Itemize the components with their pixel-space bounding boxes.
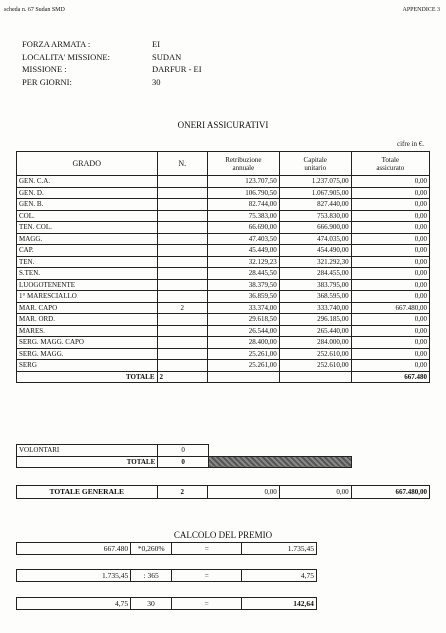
cell-n (157, 337, 207, 349)
cell-retribuzione: 38.379,50 (207, 279, 279, 291)
totale-generale-label: TOTALE GENERALE (17, 486, 158, 499)
cell-retribuzione: 36.859,50 (207, 291, 279, 303)
col-retribuzione: Retribuzione annuale (207, 152, 279, 176)
premio-value: 1.735,45 (17, 570, 131, 582)
currency-note: cifre in €. (396, 140, 424, 148)
premio-equals: = (172, 543, 242, 555)
cell-capitale: 1.067.905,00 (279, 187, 351, 199)
info-label: FORZA ARMATA : (22, 39, 91, 49)
cell-retribuzione: 106.790,50 (207, 187, 279, 199)
info-value: EI (152, 39, 161, 49)
cell-capitale: 454.490,00 (279, 245, 351, 257)
premio-operator: 30 (131, 598, 172, 610)
cell-retribuzione: 75.383,00 (207, 210, 279, 222)
cell-totale: 0,00 (351, 291, 429, 303)
info-value: SUDAN (152, 51, 182, 62)
cell-grado: S.TEN. (17, 268, 158, 280)
premio-row (16, 597, 430, 610)
cell-capitale: 368.595,00 (279, 291, 351, 303)
appendix-label: APPENDICE 3 (402, 7, 440, 13)
cell-totale: 0,00 (351, 360, 429, 372)
table-row (17, 314, 430, 326)
premio-result: 1.735,45 (242, 543, 317, 555)
cell-retribuzione: 28.400,00 (207, 337, 279, 349)
table-row (17, 302, 430, 314)
info-row (22, 63, 202, 76)
premio-operator: *0,260% (131, 543, 172, 555)
cell-n (157, 314, 207, 326)
cell-grado: 1° MARESCIALLO (17, 291, 158, 303)
table-row (17, 233, 430, 245)
cell-totale: 0,00 (351, 337, 429, 349)
mission-info (22, 38, 202, 88)
info-label: MISSIONE : (22, 64, 67, 74)
cell-retribuzione: 123.707,50 (207, 176, 279, 188)
cell-n (157, 325, 207, 337)
info-row (22, 38, 202, 51)
cell-grado: TEN. (17, 256, 158, 268)
cell-capitale: 1.237.075,00 (279, 176, 351, 188)
premio-row (16, 569, 430, 582)
cell-totale: 0,00 (351, 199, 429, 211)
cell-n (157, 268, 207, 280)
cell-retribuzione: 28.445,50 (207, 268, 279, 280)
cell-capitale: 383.795,00 (279, 279, 351, 291)
premio-equals: = (171, 598, 241, 610)
cell-totale: 0,00 (351, 314, 429, 326)
col-capitale: Capitale unitario (279, 152, 351, 176)
volontari-n: 0 (158, 445, 209, 457)
cell-grado: SERG (17, 360, 158, 372)
cell-totale: 0,00 (351, 233, 429, 245)
table-row (17, 199, 430, 211)
col-grado: GRADO (17, 152, 158, 176)
cell-grado: MARES. (17, 325, 158, 337)
cell-totale: 0,00 (351, 222, 429, 234)
info-value: DARFUR - EI (152, 64, 202, 74)
cell-retribuzione: 82.744,00 (207, 199, 279, 211)
cell-totale: 0,00 (351, 187, 429, 199)
premio-operator: : 365 (131, 570, 172, 582)
cell-capitale: 284.000,00 (279, 337, 351, 349)
premio-value: 667.480 (17, 543, 131, 555)
info-label: LOCALITA' MISSIONE: (22, 51, 110, 62)
table-row (17, 187, 430, 199)
premio-equals: = (172, 570, 242, 582)
cell-n (157, 245, 207, 257)
cell-grado: MAR. CAPO (17, 302, 158, 314)
premio-value: 4,75 (17, 598, 131, 610)
table-row (17, 337, 430, 349)
volontari-table (16, 444, 430, 468)
cell-retribuzione: 33.374,00 (207, 302, 279, 314)
table-row (17, 256, 430, 268)
cell-n (157, 291, 207, 303)
cell-retribuzione: 29.618,50 (207, 314, 279, 326)
cell-totale: 0,00 (351, 256, 429, 268)
cell-capitale: 827.440,00 (279, 199, 351, 211)
totale-n: 2 (157, 371, 207, 383)
cell-grado: MAR. ORD. (17, 314, 158, 326)
cell-n (157, 199, 207, 211)
cell-totale: 0,00 (351, 325, 429, 337)
cell-capitale: 474.035,00 (279, 233, 351, 245)
cell-capitale: 252.610,00 (279, 360, 351, 372)
cell-capitale: 252.610,00 (279, 348, 351, 360)
cell-grado: SERG. MAGG. (17, 348, 158, 360)
totale-row (17, 371, 430, 383)
cell-capitale: 265.440,00 (279, 325, 351, 337)
totale-generale-retr: 0,00 (207, 486, 279, 499)
cell-n (157, 176, 207, 188)
cell-totale: 0,00 (351, 268, 429, 280)
totale-generale-table (16, 485, 430, 499)
cell-totale: 0,00 (351, 279, 429, 291)
cell-retribuzione: 26.544,00 (207, 325, 279, 337)
section-title: ONERI ASSICURATIVI (177, 120, 269, 130)
cell-n (157, 279, 207, 291)
cell-n (157, 348, 207, 360)
totale-tot: 667.480 (351, 371, 429, 383)
volontari-totale-label: TOTALE (17, 456, 158, 468)
totale-cap (279, 371, 351, 383)
table-row (17, 360, 430, 372)
cell-capitale: 321.292,30 (279, 256, 351, 268)
table-row (17, 268, 430, 280)
table-row (17, 222, 430, 234)
cell-n (157, 222, 207, 234)
info-row (22, 51, 202, 64)
cell-grado: LUOGOTENENTE (17, 279, 158, 291)
cell-capitale: 296.185,00 (279, 314, 351, 326)
info-label: PER GIORNI: (22, 76, 72, 87)
info-row (22, 76, 202, 89)
cell-retribuzione: 25.261,00 (207, 348, 279, 360)
premio-result: 142,64 (242, 598, 317, 610)
premio-title: CALCOLO DEL PREMIO (173, 530, 273, 540)
cell-n (157, 360, 207, 372)
cell-retribuzione: 47.403,50 (207, 233, 279, 245)
table-row (17, 210, 430, 222)
cell-grado: SERG. MAGG. CAPO (17, 337, 158, 349)
cell-n (157, 233, 207, 245)
cell-grado: GEN. B. (17, 199, 158, 211)
document-reference: scheda n. 67 Sudan SMD (4, 7, 65, 13)
totale-retr (207, 371, 279, 383)
cell-totale: 667.480,00 (351, 302, 429, 314)
cell-retribuzione: 32.129,23 (207, 256, 279, 268)
cell-totale: 0,00 (351, 210, 429, 222)
cell-grado: GEN. C.A. (17, 176, 158, 188)
table-row (17, 348, 430, 360)
table-row (17, 325, 430, 337)
cell-totale: 0,00 (351, 348, 429, 360)
cell-grado: CAP. (17, 245, 158, 257)
cell-retribuzione: 25.261,00 (207, 360, 279, 372)
col-n: N. (157, 152, 207, 176)
volontari-label: VOLONTARI (17, 445, 158, 457)
redacted-block (208, 456, 351, 468)
col-totale: Totale assicurato (351, 152, 429, 176)
cell-capitale: 753.830,00 (279, 210, 351, 222)
cell-grado: GEN. D. (17, 187, 158, 199)
premio-row (16, 542, 430, 555)
table-row (17, 245, 430, 257)
totale-generale-cap: 0,00 (279, 486, 351, 499)
table-row (17, 291, 430, 303)
cell-retribuzione: 66.690,00 (207, 222, 279, 234)
info-value: 30 (152, 76, 161, 87)
cell-n (157, 187, 207, 199)
cell-n (157, 210, 207, 222)
cell-grado: TEN. COL. (17, 222, 158, 234)
totale-generale-n: 2 (157, 486, 207, 499)
cell-n (157, 256, 207, 268)
premio-result: 4,75 (242, 570, 316, 582)
cell-totale: 0,00 (351, 245, 429, 257)
totale-label: TOTALE (17, 371, 158, 383)
cell-capitale: 666.900,00 (279, 222, 351, 234)
insurance-table (16, 151, 430, 383)
table-row (17, 279, 430, 291)
cell-retribuzione: 45.449,00 (207, 245, 279, 257)
cell-n: 2 (157, 302, 207, 314)
totale-generale-tot: 667.480,00 (351, 486, 429, 499)
table-row (17, 176, 430, 188)
cell-capitale: 333.740,00 (279, 302, 351, 314)
cell-grado: COL. (17, 210, 158, 222)
cell-grado: MAGG. (17, 233, 158, 245)
cell-capitale: 284.455,00 (279, 268, 351, 280)
cell-totale: 0,00 (351, 176, 429, 188)
volontari-totale-n: 0 (158, 456, 209, 468)
